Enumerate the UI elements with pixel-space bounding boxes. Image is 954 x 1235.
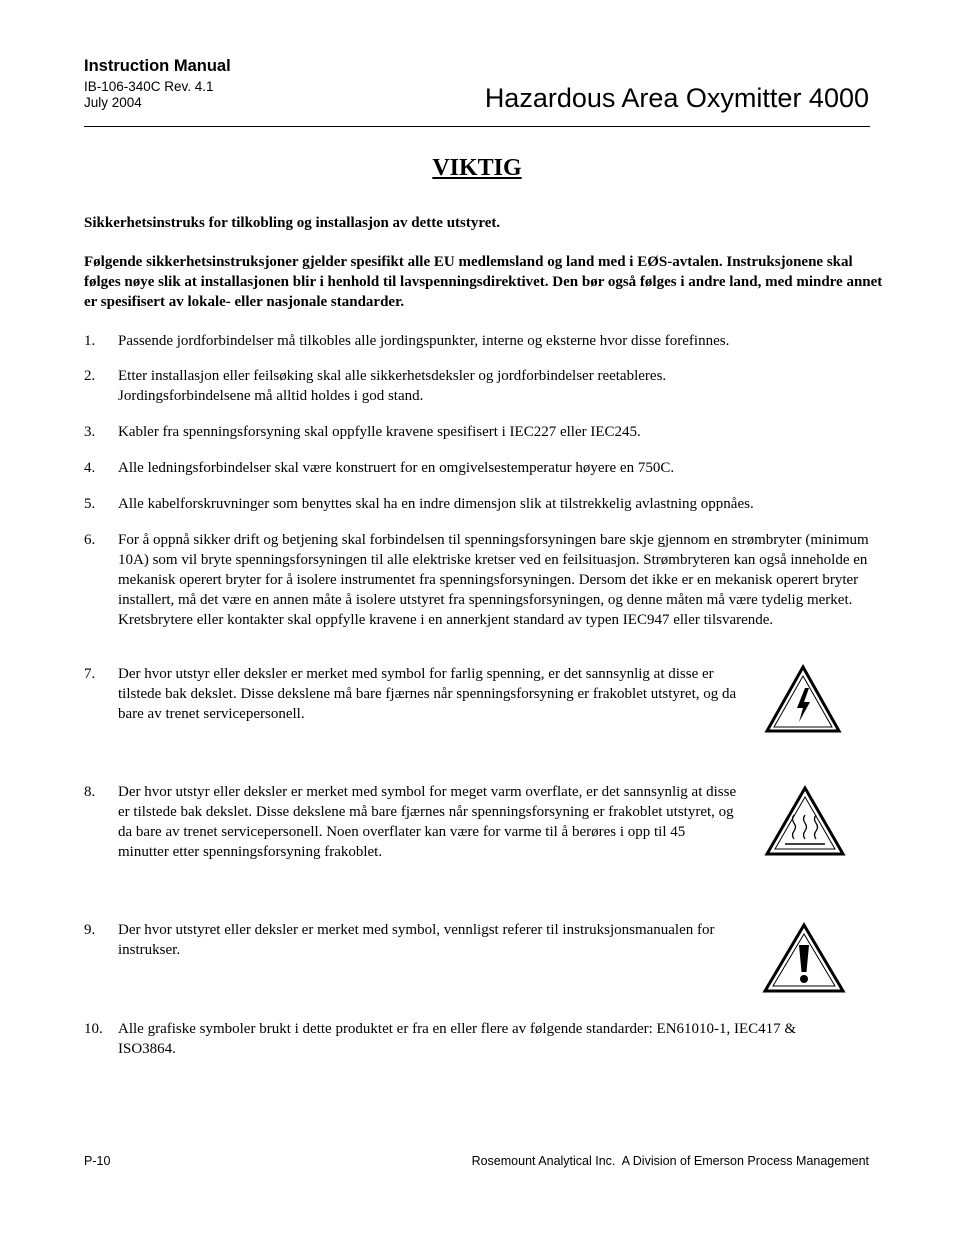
- caution-exclamation-icon: [762, 922, 846, 994]
- item-text: Alle kabelforskruvninger som benyttes skal ha en indre dimensjon slik at tilstrekkelig avlastning oppnåes.: [118, 496, 754, 512]
- item-text: Alle ledningsforbindelser skal være konstruert for en omgivelsestemperatur høyere en 750C.: [118, 460, 675, 476]
- item-text: Kabler fra spenningsforsyning skal oppfylle kravene spesifisert i IEC227 eller IEC245.: [118, 424, 641, 440]
- hot-surface-warning-icon: [764, 785, 846, 857]
- product-title: Hazardous Area Oxymitter 4000: [484, 83, 869, 113]
- item-text: For å oppnå sikker drift og betjening skal forbindelsen til spenningsforsyningen bare skje gjennom en strømbryter (minimum 10A) som vil bryte spenningsforsyningen til alle elektriske kretser ved en feilsituasjon. Strømbryteren kan også inneholde en mekanisk operert bryter for å isolere instrumentet fra spenningsforsyningen. Dersom det ikke er en mekanisk operert bryter installert, må det være en annen måte å isolere utstyret fra spenningsforsyningen, og denne måten må være tydelig merket. Kretsbrytere eller kontakter skal oppfylle kravene i en annerkjent standard av typen IEC947 eller tilsvarende.: [118, 532, 869, 628]
- intro-paragraph: Følgende sikkerhetsinstruksjoner gjelder spesifikt alle EU medlemsland og land med i EØS-avtalen. Instruksjonene skal følges nøye slik at installasjonen blir i henhold til lavspenningsdirektivet. Den bør også følges i andre land, med mindre annet er spesifisert av lokale- eller nasjonale standarder.: [84, 254, 883, 310]
- intro-paragraph: Sikkerhetsinstruks for tilkobling og installasjon av dette utstyret.: [84, 215, 501, 231]
- item-text: Der hvor utstyr eller deksler er merket med symbol for meget varm overflate, er det sannsynlig at disse er tilstede bak dekslet. Disse dekslene må bare fjærnes når spenningsforsyning er frakoblet utstyret, og da bare av trenet servicepersonell. Noen overflater kan være for varme til å berøres i opp til 45 minutter etter spenningsforsyning frakoblet.: [118, 784, 737, 860]
- item-number: 10.: [84, 1021, 103, 1037]
- item-number: 8.: [84, 784, 96, 800]
- page-heading: VIKTIG: [432, 155, 522, 181]
- item-text: Der hvor utstyret eller deksler er merket med symbol, vennligst referer til instruksjonsmanualen for instrukser.: [118, 922, 715, 958]
- item-number: 5.: [84, 496, 96, 512]
- item-number: 9.: [84, 922, 96, 938]
- document-number: IB-106-340C Rev. 4.1: [84, 79, 214, 94]
- item-number: 6.: [84, 532, 96, 548]
- item-number: 4.: [84, 460, 96, 476]
- item-text: Passende jordforbindelser må tilkobles alle jordingspunkter, interne og eksterne hvor disse forefinnes.: [118, 333, 730, 349]
- item-number: 1.: [84, 333, 96, 349]
- document-date: July 2004: [84, 95, 142, 110]
- item-number: 3.: [84, 424, 96, 440]
- high-voltage-warning-icon: [764, 664, 842, 734]
- header-divider: [84, 126, 870, 127]
- item-text: Etter installasjon eller feilsøking skal alle sikkerhetsdeksler og jordforbindelser reetableres. Jordingsforbindelsene må alltid holdes i god stand.: [118, 368, 667, 404]
- item-text: Der hvor utstyr eller deksler er merket med symbol for farlig spenning, er det sannsynlig at disse er tilstede bak dekslet. Disse dekslene må bare fjærnes når spenningsforsyning er frakoblet utstyret, og da bare av trenet servicepersonell.: [118, 666, 737, 722]
- item-number: 7.: [84, 666, 96, 682]
- page-number: P-10: [84, 1154, 111, 1168]
- item-text: Alle grafiske symboler brukt i dette produktet er fra en eller flere av følgende standarder: EN61010-1, IEC417 & ISO3864.: [118, 1021, 797, 1057]
- document-type: Instruction Manual: [84, 57, 231, 75]
- footer-company: Rosemount Analytical Inc. A Division of Emerson Process Management: [471, 1154, 869, 1168]
- item-number: 2.: [84, 368, 96, 384]
